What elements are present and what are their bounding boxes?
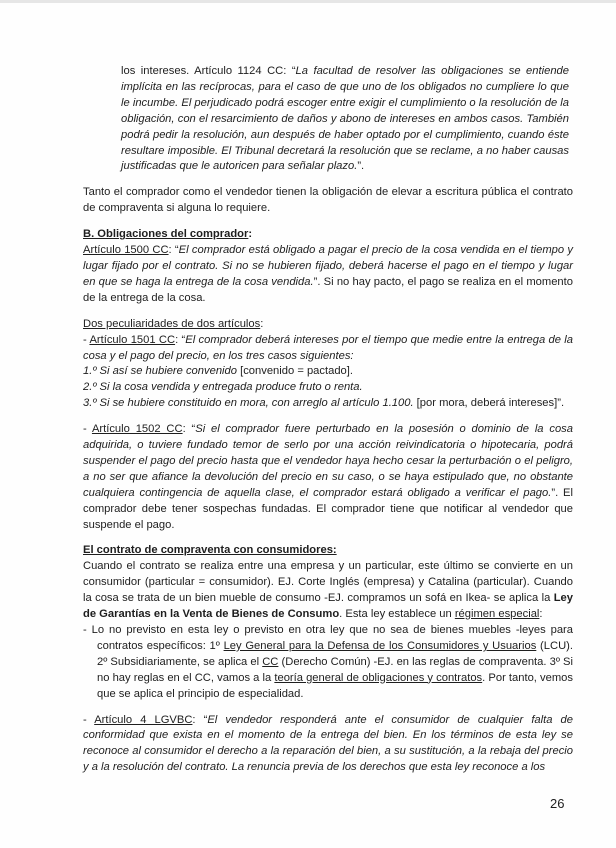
article-4-text: El vendedor responderá ante el consumidor de cualquier falta de conformidad que exista en el momento de la entrega del bien. En los términos de esta ley se reconoce al consumidor el derecho a la reparación del bien, a su sustitución, a la rebaja del precio y a la resolución del contrato. La renuncia previa de los derechos que esta ley reconoce a los [83,713,573,774]
article-1500-text: El comprador está obligado a pagar el precio de la cosa vendida en el tiempo y lugar fijado por el contrato. Si no se hubieren fijado, deberá hacerse el pago en el tiempo y lugar en que se haga la entrega de la cosa vendida. [83,244,573,288]
page-number: 26 [550,796,565,811]
case-3 [83,396,573,412]
article-1502-dash: - [83,423,92,436]
quote-article-1124 [83,64,573,175]
article-1500-label: Artículo 1500 CC [83,244,169,257]
case-3-note: [por mora, deberá intereses]”. [413,397,565,410]
case-1-note: [convenido = pactado]. [236,365,353,378]
article-1500-tail: ”. Si no hay pacto, el pago se realiza en el momento de la entrega de la cosa. [83,275,573,304]
ley-lcu: Ley General para la Defensa de los Consumidores y Usuarios [223,639,537,652]
bullet-text-a: - Lo no previsto en esta ley o previsto en otra ley que no sea de bienes muebles -leyes para contratos específicos: 1º [83,624,573,652]
article-4-dash: - [83,713,95,726]
scan-edge [0,0,616,3]
bullet-text-b: (LCU). 2º Subsidiariamente, se aplica el [97,639,573,668]
article-1502-intro: : “ [182,423,196,436]
article-1502-label: Artículo 1502 CC [91,423,183,436]
article-4-intro: : “ [192,713,208,726]
consumidores-text-b: . Esta ley establece un [339,608,455,621]
quote-1124-tail: ”. [357,160,365,173]
teoria-general: teoría general de obligaciones y contratos [274,671,483,684]
article-1501-text: El comprador deberá intereses por el tiempo que medie entre la entrega de la cosa y el pago del precio, en los tres casos siguientes: [83,333,573,362]
consumidores-paragraph [83,559,573,623]
consumidores-bullet [83,623,573,703]
article-1501-label: Artículo 1501 CC [89,333,176,346]
article-1501-intro: : “ [175,333,186,346]
article-1502 [83,422,573,533]
regimen-especial: régimen especial [454,608,540,621]
ley-garantias: Ley de Garantías en la Venta de Bienes de Consumo [83,592,573,621]
bullet-text-d: . Por tanto, vemos que se aplica el principio de especialidad. [97,671,573,700]
section-b-title: B. Obligaciones del comprador [83,228,249,241]
case-3-text: 3.º Si se hubiere constituido en mora, con arreglo al artículo 1.100. [83,397,414,410]
article-1502-tail: ”. El comprador debe tener sospechas fundadas. El comprador tiene que notificar al vendedor que suspende el pago. [83,486,573,531]
case-1-text: 1.º Si así se hubiere convenido [83,365,237,378]
article-4-label: Artículo 4 LGVBC [94,713,193,726]
peculiaridades-colon: : [260,317,264,330]
cc-abbrev: CC [262,655,279,668]
consumidores-text-a: Cuando el contrato se realiza entre una empresa y un particular, este último se convierte en un consumidor (particular = consumidor). EJ. Corte Inglés (empresa) y Catalina (particular). Cuando la cosa se trata de un bien mueble de consumo -EJ. compramos un sofá en Ikea- se aplica la [83,560,573,605]
article-4-lgvbc [83,713,573,777]
section-b [83,227,573,243]
consumidores-title: El contrato de compraventa con consumidores: [83,544,337,557]
article-1501 [83,333,573,365]
peculiaridades-heading [83,317,573,333]
paragraph-escritura: Tanto el comprador como el vendedor tienen la obligación de elevar a escritura pública el contrato de compraventa si alguna lo requiere. [83,186,573,215]
bullet-text-c: (Derecho Común) -EJ. en las reglas de compraventa. 3º Si no hay reglas en el CC, vamos a la [97,655,573,684]
case-1 [83,364,573,380]
document-body [83,64,573,776]
article-1500-intro: : “ [168,244,179,257]
consumidores-text-c: : [539,608,543,621]
section-b-colon: : [248,228,253,241]
article-1500 [83,243,573,307]
article-1501-dash: - [83,333,90,346]
quote-1124-lead: los intereses. Artículo 1124 CC: “ [121,65,296,77]
case-2: 2.º Si la cosa vendida y entregada produce fruto o renta. [83,381,363,394]
article-1502-text: Si el comprador fuere perturbado en la posesión o dominio de la cosa adquirida, o tuviere fundado temor de serlo por una acción reivindicatoria o hipotecaria, podrá suspender el pago del precio hasta que el vendedor haya hecho cesar la perturbación o el peligro, a no ser que afiance la devolución del precio en su caso, o se haya estipulado que, no obstante cualquiera contingencia de aquella clase, el comprador estará obligado a verificar el pago. [83,423,573,499]
quote-1124-text: La facultad de resolver las obligaciones se entiende implícita en las recíprocas, para el caso de que uno de los obligados no cumpliere lo que le incumbe. El perjudicado podrá escoger entre exigir el cumplimiento o la resolución de la obligación, con el resarcimiento de daños y abono de intereses en ambos casos. También podrá pedir la resolución, aun después de haber optado por el cumplimiento, cuando éste resultare imposible. El Tribunal decretará la resolución que se reclame, a no haber causas justificadas que le autoricen para señalar plazo. [121,65,569,173]
peculiaridades-title: Dos peculiaridades de dos artículos [83,317,261,330]
